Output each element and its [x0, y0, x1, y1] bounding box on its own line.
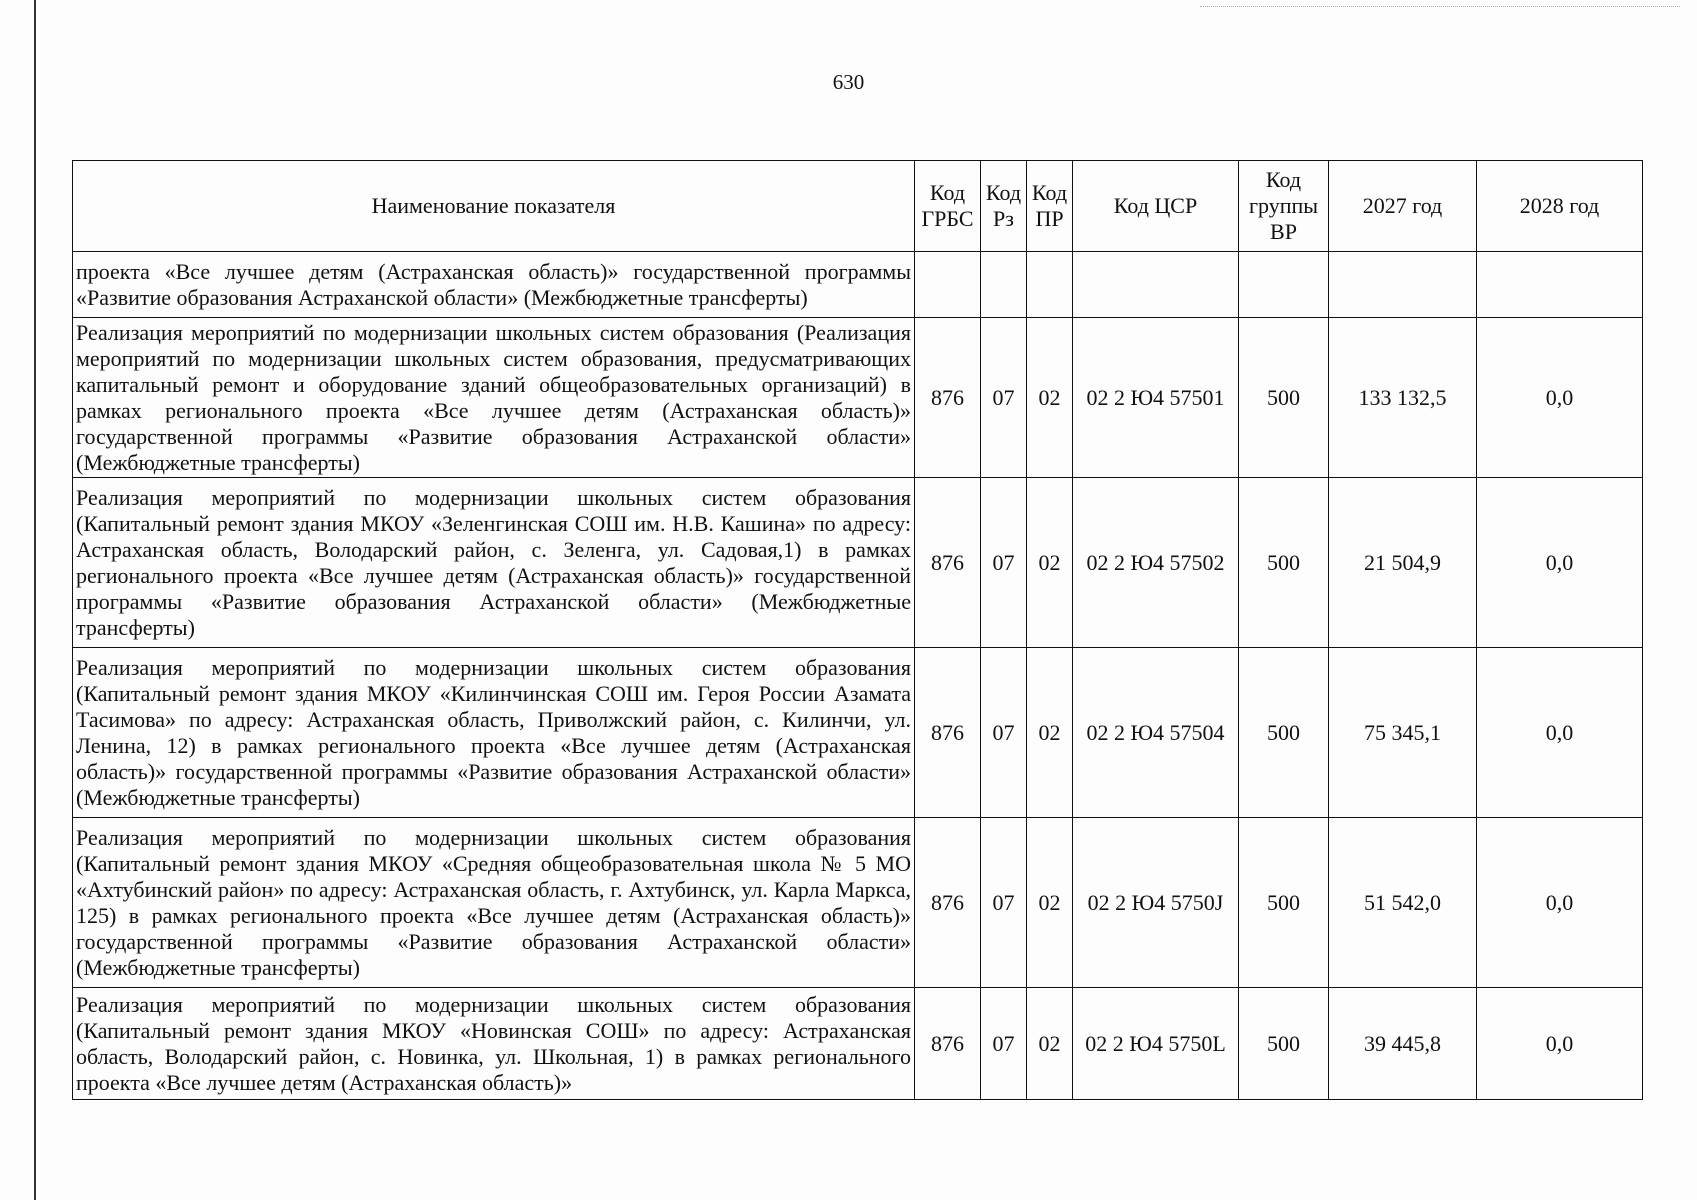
row-grbs: 876 [915, 648, 981, 818]
row-name: Реализация мероприятий по модернизации школьных систем образования (Капитальный ремонт здания МКОУ «Средняя общеобразовательная школа № 5 МО «Ахтубинский район» по адресу: Астраханская область, г. Ахтубинск, ул. Карла Маркса, 125) в рамках регионального проекта «Все лучшее детям (Астраханская область)» государственной программы «Развитие образования Астраханской области» (Межбюджетные трансферты) [73, 818, 915, 988]
scan-artifact-line [1200, 6, 1680, 7]
row-csr: 02 2 Ю4 5750J [1073, 818, 1239, 988]
margin-rule [34, 0, 36, 1200]
row-rz: 07 [981, 318, 1027, 478]
row-2028: 0,0 [1477, 318, 1643, 478]
row-2028: 0,0 [1477, 648, 1643, 818]
row-rz: 07 [981, 478, 1027, 648]
row-2027: 133 132,5 [1329, 318, 1477, 478]
row-vr [1239, 252, 1329, 318]
row-vr: 500 [1239, 988, 1329, 1100]
header-name: Наименование показателя [73, 161, 915, 252]
row-grbs: 876 [915, 318, 981, 478]
row-vr: 500 [1239, 648, 1329, 818]
row-grbs: 876 [915, 478, 981, 648]
row-vr: 500 [1239, 318, 1329, 478]
row-rz: 07 [981, 818, 1027, 988]
page-number: 630 [832, 70, 865, 94]
table-row [73, 988, 1643, 1100]
row-name: Реализация мероприятий по модернизации школьных систем образования (Капитальный ремонт здания МКОУ «Новинская СОШ» по адресу: Астраханская область, Володарский район, с. Новинка, ул. Школьная, 1) в рамках регионального проекта «Все лучшее детям (Астраханская область)» [73, 988, 915, 1100]
header-csr: Код ЦСР [1073, 161, 1239, 252]
table-header-row [73, 161, 1643, 252]
row-2027 [1329, 252, 1477, 318]
row-2027: 39 445,8 [1329, 988, 1477, 1100]
row-pr: 02 [1027, 648, 1073, 818]
row-name: Реализация мероприятий по модернизации школьных систем образования (Капитальный ремонт здания МКОУ «Килинчинская СОШ им. Героя России Азамата Тасимова» по адресу: Астраханская область, Приволжский район, с. Килинчи, ул. Ленина, 12) в рамках регионального проекта «Все лучшее детям (Астраханская область)» государственной программы «Развитие образования Астраханской области» (Межбюджетные трансферты) [73, 648, 915, 818]
table-row [73, 318, 1643, 478]
row-2028: 0,0 [1477, 988, 1643, 1100]
row-2027: 21 504,9 [1329, 478, 1477, 648]
row-csr: 02 2 Ю4 5750L [1073, 988, 1239, 1100]
header-rz: Код Рз [981, 161, 1027, 252]
row-vr: 500 [1239, 478, 1329, 648]
header-2028: 2028 год [1477, 161, 1643, 252]
row-csr: 02 2 Ю4 57502 [1073, 478, 1239, 648]
row-csr: 02 2 Ю4 57504 [1073, 648, 1239, 818]
header-grbs: Код ГРБС [915, 161, 981, 252]
budget-table [72, 160, 1643, 1100]
table-row [73, 478, 1643, 648]
row-rz: 07 [981, 988, 1027, 1100]
row-pr: 02 [1027, 318, 1073, 478]
row-rz [981, 252, 1027, 318]
table-row [73, 818, 1643, 988]
row-2028 [1477, 252, 1643, 318]
header-vr: Код группы ВР [1239, 161, 1329, 252]
row-name: проекта «Все лучшее детям (Астраханская область)» государственной программы «Развитие образования Астраханской области» (Межбюджетные трансферты) [73, 252, 915, 318]
row-name: Реализация мероприятий по модернизации школьных систем образования (Реализация мероприятий по модернизации школьных систем образования, предусматривающих капитальный ремонт и оборудование зданий общеобразовательных организаций) в рамках регионального проекта «Все лучшее детям (Астраханская область)» государственной программы «Развитие образования Астраханской области» (Межбюджетные трансферты) [73, 318, 915, 478]
row-csr: 02 2 Ю4 57501 [1073, 318, 1239, 478]
row-pr [1027, 252, 1073, 318]
row-name: Реализация мероприятий по модернизации школьных систем образования (Капитальный ремонт здания МКОУ «Зеленгинская СОШ им. Н.В. Кашина» по адресу: Астраханская область, Володарский район, с. Зеленга, ул. Садовая,1) в рамках регионального проекта «Все лучшее детям (Астраханская область)» государственной программы «Развитие образования Астраханской области» (Межбюджетные трансферты) [73, 478, 915, 648]
row-2028: 0,0 [1477, 478, 1643, 648]
table-row [73, 648, 1643, 818]
header-pr: Код ПР [1027, 161, 1073, 252]
row-grbs: 876 [915, 988, 981, 1100]
row-pr: 02 [1027, 988, 1073, 1100]
row-2027: 75 345,1 [1329, 648, 1477, 818]
row-csr [1073, 252, 1239, 318]
row-pr: 02 [1027, 818, 1073, 988]
row-2027: 51 542,0 [1329, 818, 1477, 988]
row-grbs [915, 252, 981, 318]
row-vr: 500 [1239, 818, 1329, 988]
header-2027: 2027 год [1329, 161, 1477, 252]
row-pr: 02 [1027, 478, 1073, 648]
row-2028: 0,0 [1477, 818, 1643, 988]
table-row [73, 252, 1643, 318]
row-grbs: 876 [915, 818, 981, 988]
row-rz: 07 [981, 648, 1027, 818]
